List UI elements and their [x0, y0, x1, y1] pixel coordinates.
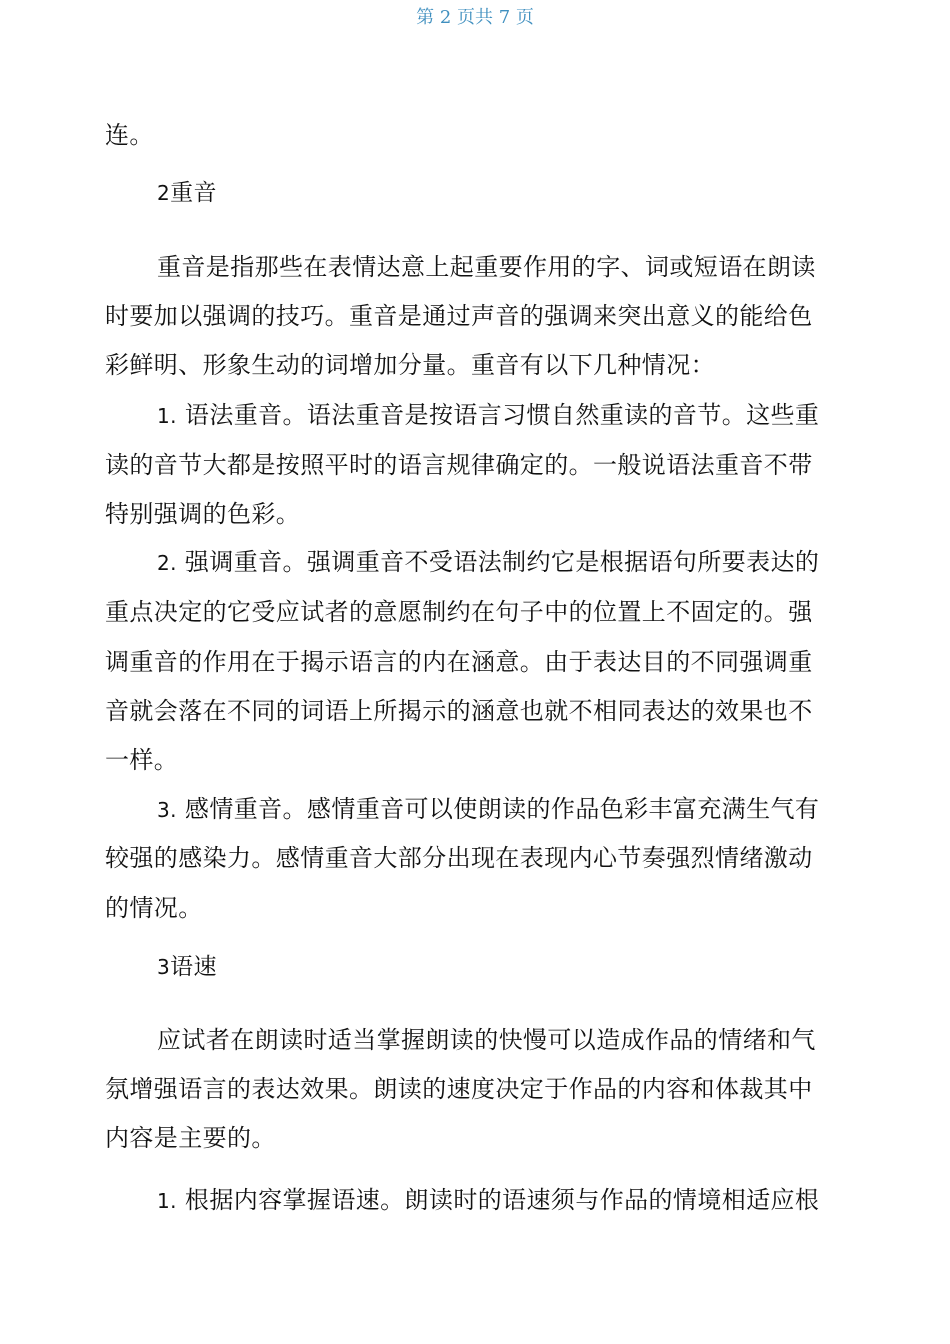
paragraph-line: 一样。 [105, 746, 179, 774]
paragraph-line: 重点决定的它受应试者的意愿制约在句子中的位置上不固定的。强 [105, 598, 813, 626]
list-item-1 [157, 1185, 819, 1216]
paragraph-line: 特别强调的色彩。 [105, 500, 301, 528]
section-heading-3 [157, 952, 217, 982]
section-number: 2 [157, 181, 171, 205]
list-text: 语法重音。语法重音是按语言习惯自然重读的音节。这些重 [184, 401, 820, 429]
paragraph-line: 音就会落在不同的词语上所揭示的涵意也就不相同表达的效果也不 [105, 697, 813, 725]
section-number: 3 [157, 955, 171, 979]
paragraph-line: 时要加以强调的技巧。重音是通过声音的强调来突出意义的能给色 [105, 302, 813, 330]
continuation-text: 连。 [105, 121, 154, 149]
paragraph-line: 重音是指那些在表情达意上起重要作用的字、词或短语在朗读 [157, 253, 816, 281]
paragraph-line: 氛增强语言的表达效果。朗读的速度决定于作品的内容和体裁其中 [105, 1075, 813, 1103]
section-title: 语速 [170, 954, 217, 980]
list-text: 感情重音。感情重音可以使朗读的作品色彩丰富充满生气有 [184, 795, 820, 823]
list-number: 2. [157, 551, 177, 575]
list-text: 强调重音。强调重音不受语法制约它是根据语句所要表达的 [184, 548, 820, 576]
section-heading-2 [157, 178, 217, 208]
paragraph-line: 内容是主要的。 [105, 1124, 276, 1152]
paragraph-line: 调重音的作用在于揭示语言的内在涵意。由于表达目的不同强调重 [105, 648, 813, 676]
section-title: 重音 [170, 180, 217, 206]
paragraph-line: 彩鲜明、形象生动的词增加分量。重音有以下几种情况： [105, 351, 715, 379]
page-indicator: 第 2 页共 7 页 [416, 7, 534, 28]
list-number: 1. [157, 1189, 177, 1213]
paragraph-line: 较强的感染力。感情重音大部分出现在表现内心节奏强烈情绪激动 [105, 844, 813, 872]
list-item-1 [157, 400, 819, 431]
paragraph-line: 的情况。 [105, 894, 203, 922]
list-item-3 [157, 794, 819, 825]
list-number: 1. [157, 404, 177, 428]
list-item-2 [157, 547, 819, 578]
paragraph-line: 应试者在朗读时适当掌握朗读的快慢可以造成作品的情绪和气 [157, 1026, 816, 1054]
list-number: 3. [157, 798, 177, 822]
list-text: 根据内容掌握语速。朗读时的语速须与作品的情境相适应根 [184, 1186, 820, 1214]
paragraph-line: 读的音节大都是按照平时的语言规律确定的。一般说语法重音不带 [105, 451, 813, 479]
